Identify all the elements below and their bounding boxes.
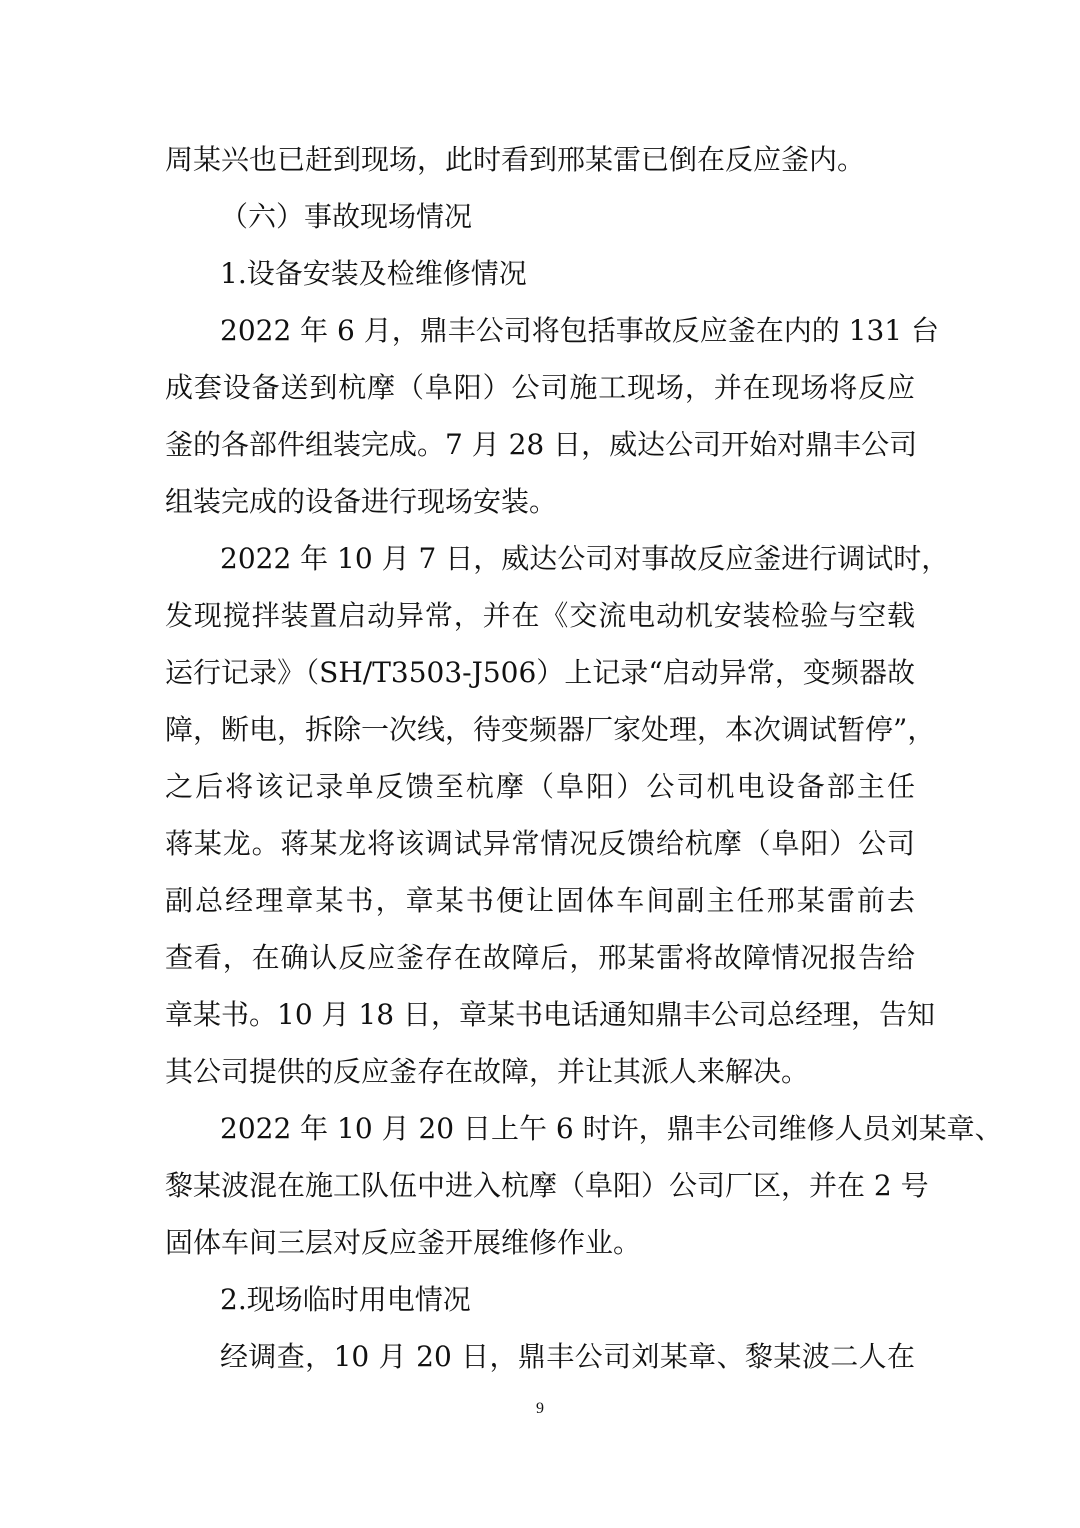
- text-line: 运行记录》（SH/T3503-J506）上记录“启动异常，变频器故: [165, 656, 915, 689]
- text-line: 周某兴也已赶到现场，此时看到邢某雷已倒在反应釜内。: [165, 143, 866, 176]
- subsection-heading: 2.现场临时用电情况: [220, 1283, 471, 1316]
- text-line: 经调查，10 月 20 日，鼎丰公司刘某章、黎某波二人在: [220, 1340, 915, 1373]
- text-line: 固体车间三层对反应釜开展维修作业。: [165, 1226, 642, 1259]
- section-heading: （六）事故现场情况: [220, 200, 473, 233]
- subsection-heading: 1.设备安装及检维修情况: [220, 257, 527, 290]
- page-number: 9: [536, 1400, 544, 1417]
- text-line: 2022 年 10 月 7 日，威达公司对事故反应釜进行调试时，: [220, 542, 950, 575]
- text-line: 成套设备送到杭摩（阜阳）公司施工现场，并在现场将反应: [165, 371, 915, 404]
- text-line: 组装完成的设备进行现场安装。: [165, 485, 558, 518]
- text-line: 2022 年 6 月，鼎丰公司将包括事故反应釜在内的 131 台: [220, 314, 940, 347]
- text-line: 釜的各部件组装完成。7 月 28 日，威达公司开始对鼎丰公司: [165, 428, 918, 461]
- text-line: 副总经理章某书，章某书便让固体车间副主任邢某雷前去: [165, 884, 915, 917]
- text-line: 其公司提供的反应釜存在故障，并让其派人来解决。: [165, 1055, 810, 1088]
- text-line: 黎某波混在施工队伍中进入杭摩（阜阳）公司厂区，并在 2 号: [165, 1169, 929, 1202]
- text-line: 查看，在确认反应釜存在故障后，邢某雷将故障情况报告给: [165, 941, 915, 974]
- text-line: 2022 年 10 月 20 日上午 6 时许，鼎丰公司维修人员刘某章、: [220, 1112, 1003, 1145]
- text-line: 蒋某龙。蒋某龙将该调试异常情况反馈给杭摩（阜阳）公司: [165, 827, 915, 860]
- text-line: 之后将该记录单反馈至杭摩（阜阳）公司机电设备部主任: [165, 770, 915, 803]
- text-line: 障，断电，拆除一次线，待变频器厂家处理，本次调试暂停”，: [165, 713, 936, 746]
- text-line: 发现搅拌装置启动异常，并在《交流电动机安装检验与空载: [165, 599, 915, 632]
- text-line: 章某书。10 月 18 日，章某书电话通知鼎丰公司总经理，告知: [165, 998, 935, 1031]
